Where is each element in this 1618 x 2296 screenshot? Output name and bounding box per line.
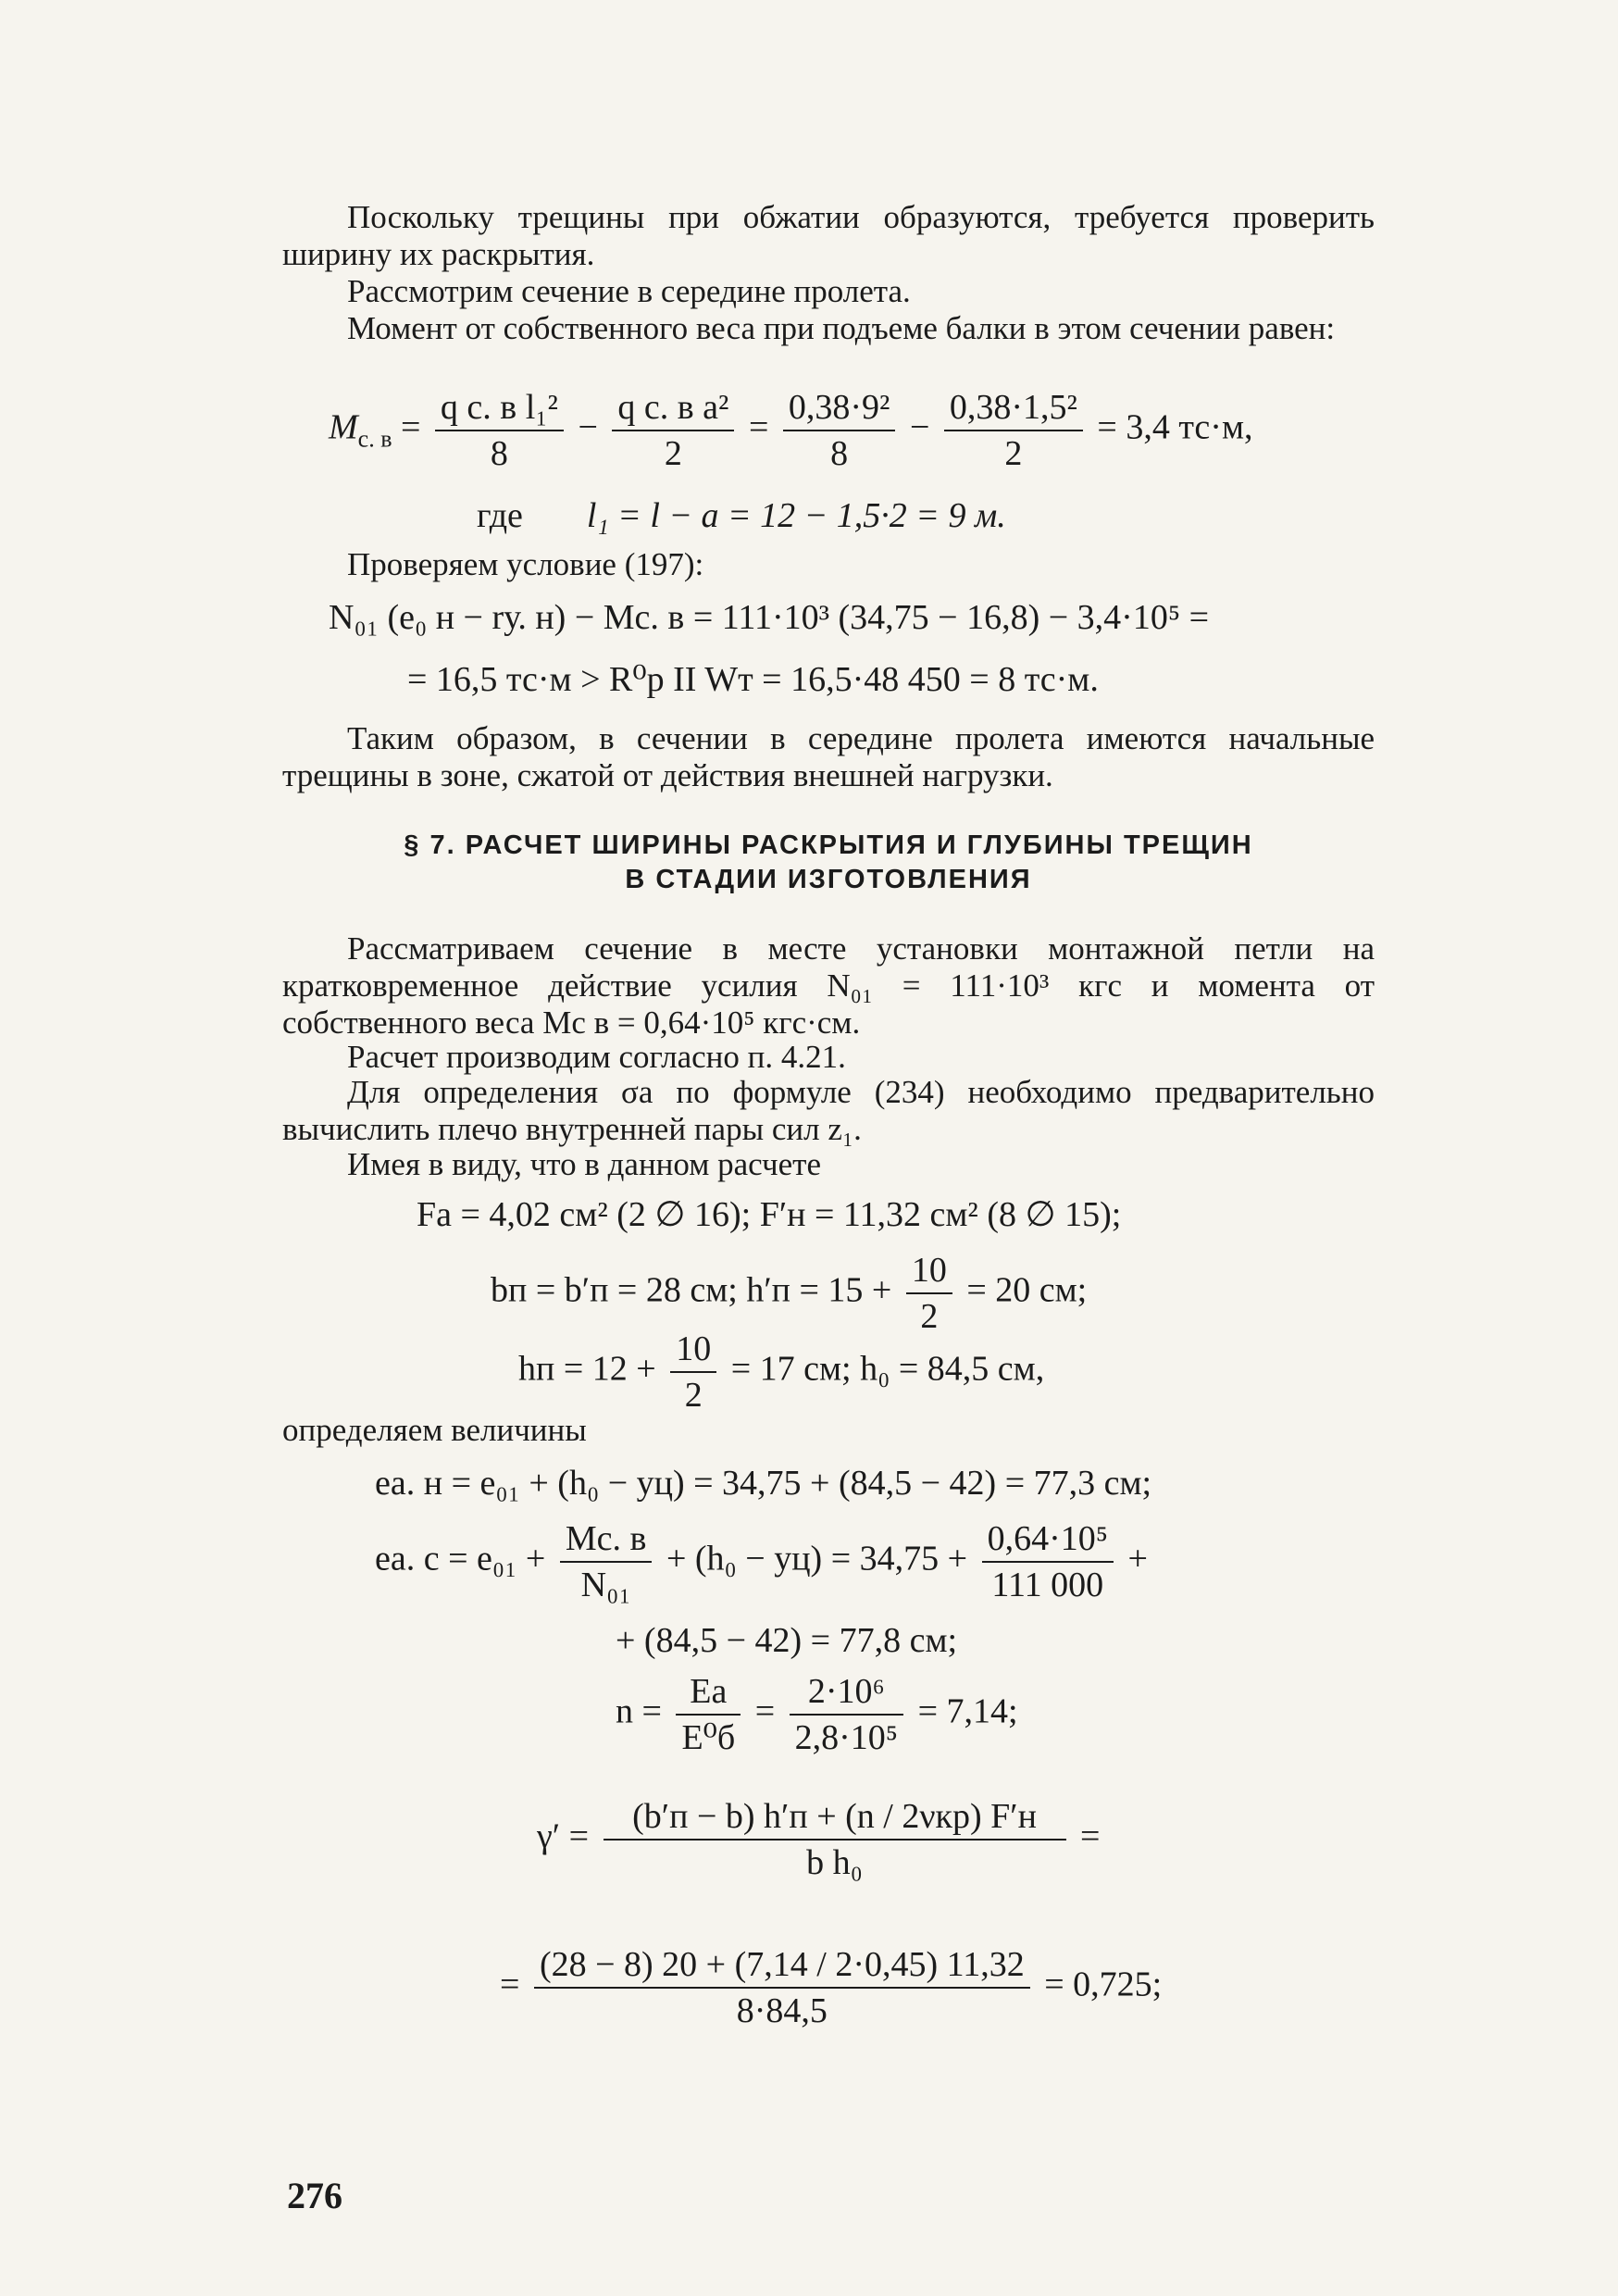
fraction-2: $\frac{\text{q с. в a²}}{2}$ xyxy=(612,387,734,474)
moment-symbol: M xyxy=(329,407,358,447)
paragraph-condition: Проверяем условие (197): xyxy=(347,546,704,582)
equation-moment: $M_{с. в}$ = $\frac{\text{q с. в l₁²}}{8}$ − $\frac{\text{q с. в a²}}{2}$ = $\frac{\text{0,38·9²}}{8}$ − $\frac{\text{0,38·1,5²}}{2}$ = 3,4 тс·м, xyxy=(329,388,1253,473)
paragraph-midspan: Рассмотрим сечение в середине пролета. xyxy=(347,273,911,309)
section-heading: § 7. РАСЧЕТ ШИРИНЫ РАСКРЫТИЯ И ГЛУБИНЫ ТРЕЩИН В СТАДИИ ИЗГОТОВЛЕНИЯ xyxy=(404,830,1253,894)
equation-span-where: где l₁ = l − a = 12 − 1,5·2 = 9 м. xyxy=(477,496,1006,535)
equation-modular-ratio: n = $\frac{Eа}{\text{E⁰б}}$ = $\frac{\text{2·10⁶}}{\text{2,8·10⁵}}$ = 7,14; xyxy=(616,1672,1018,1757)
equation-flange-width: bп = b′п = 28 см; h′п = 15 + $\frac{10}{2}$ = 20 см; xyxy=(491,1251,1088,1336)
equation-eccentricity-c: eа. с = e₀₁ + $\frac{Mс. в}{\text{N₀₁}}$ + (h₀ − yц) = 34,75 + $\frac{\text{0,64·10⁵}}{111 000}$ + xyxy=(375,1519,1148,1604)
paragraph-conclusion: Таким образом, в сечении в середине пролета имеются начальные трещины в зоне, сжатой от действия внешней нагрузки. xyxy=(282,720,1375,793)
equation-gamma-value: = $\frac{(28 - 8) 20 + (7,14 / 2\cdot 0,45) 11,32}{8\cdot 84,5}$ = 0,725; xyxy=(500,1945,1163,2030)
page-number: 276 xyxy=(287,2175,342,2216)
moment-subscript: с. в xyxy=(357,425,392,453)
equation-eccentricity-n: eа. н = e₀₁ + (h₀ − yц) = 34,75 + (84,5 − 42) = 77,3 см; xyxy=(375,1464,1152,1503)
paragraph-reference: Расчет производим согласно п. 4.21. xyxy=(347,1039,846,1075)
equation-gamma: γ′ = $\frac{\text{(b′п − b) h′п + (n / 2νкр) F′н}}{\text{b h₀}}$ = xyxy=(537,1797,1101,1882)
paragraph-section-loop: Рассматриваем сечение в месте установки монтажной петли на кратковременное действие усилия N₀₁ = 111·10³ кгс и момента от собственного веса Mс в = 0,64·10⁵ кгс·см. xyxy=(282,930,1375,1041)
equation-condition-line1: N₀₁ (e₀ н − rу. н) − Mс. в = 111·10³ (34,75 − 16,8) − 3,4·10⁵ = xyxy=(329,598,1210,637)
fraction-1: $\frac{\text{q с. в l₁²}}{8}$ xyxy=(435,387,564,474)
paragraph-lever-arm: Для определения σа по формуле (234) необходимо предварительно вычислить плечо внутренней пары сил z₁. xyxy=(282,1074,1375,1147)
moment-result: = 3,4 тс·м, xyxy=(1097,407,1253,447)
fraction-4: $\frac{\text{0,38·1,5²}}{2}$ xyxy=(944,387,1083,474)
paragraph-cracks-check: Поскольку трещины при обжатии образуются, требуется проверить ширину их раскрытия. xyxy=(282,199,1375,272)
equation-eccentricity-c-cont: + (84,5 − 42) = 77,8 см; xyxy=(616,1621,958,1660)
fraction-3: $\frac{\text{0,38·9²}}{8}$ xyxy=(783,387,896,474)
paragraph-determine: определяем величины xyxy=(282,1412,587,1448)
equation-flange-height: hп = 12 + $\frac{10}{2}$ = 17 см; h₀ = 84,5 см, xyxy=(518,1329,1045,1415)
equation-areas: Fа = 4,02 см² (2 ∅ 16); F′н = 11,32 см² (8 ∅ 15); xyxy=(417,1195,1122,1234)
paragraph-given: Имея в виду, что в данном расчете xyxy=(347,1146,821,1182)
paragraph-moment: Момент от собственного веса при подъеме балки в этом сечении равен: xyxy=(347,310,1336,346)
equation-condition-line2: = 16,5 тс·м > R⁰р II Wт = 16,5·48 450 = 8 тс·м. xyxy=(407,660,1099,699)
